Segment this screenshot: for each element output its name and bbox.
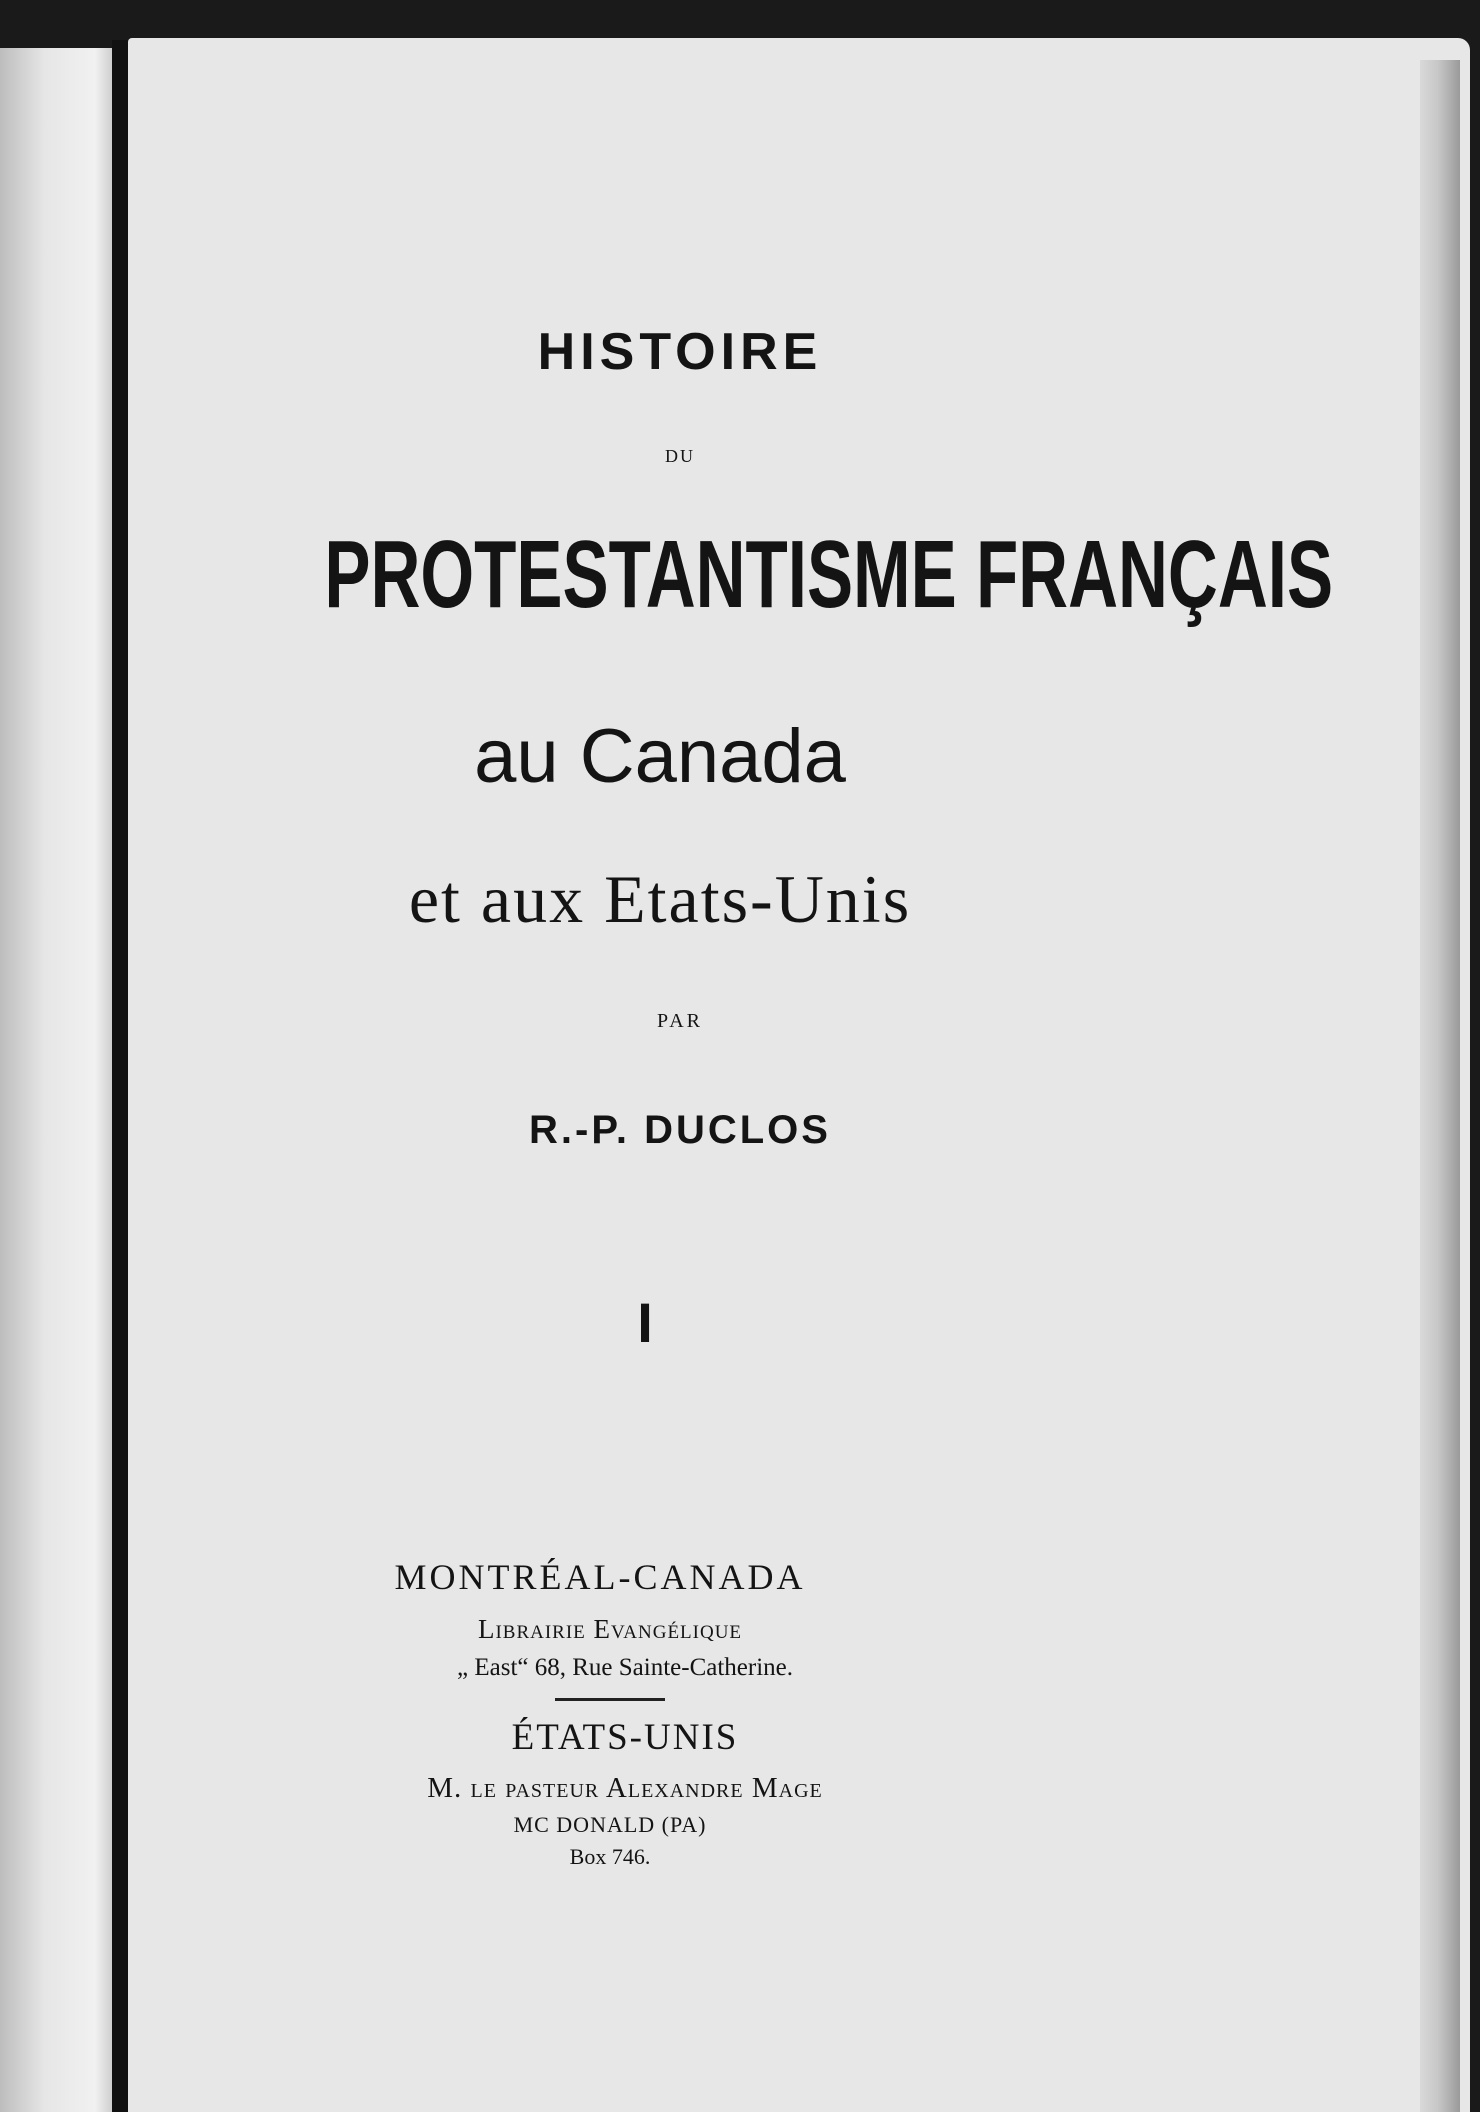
title-du: DU xyxy=(665,446,695,466)
volume-number: I xyxy=(637,1291,653,1354)
book-gutter xyxy=(112,40,128,2112)
imprint-city: MONTRÉAL-CANADA xyxy=(394,1557,806,1597)
imprint-country: ÉTATS-UNIS xyxy=(511,1717,739,1758)
imprint-publisher: Librairie Evangélique xyxy=(477,1614,743,1644)
imprint-box: Box 746. xyxy=(569,1844,651,1869)
imprint-divider xyxy=(555,1698,665,1701)
subtitle-etats-unis: et aux Etats-Unis xyxy=(408,861,912,937)
imprint-address: „ East“ 68, Rue Sainte-Catherine. xyxy=(457,1654,793,1681)
subtitle-au-canada: au Canada xyxy=(474,714,846,799)
facing-page-edge xyxy=(0,48,112,2112)
title-histoire: HISTOIRE xyxy=(537,323,823,381)
page-stack-edge xyxy=(1420,60,1460,2112)
by-label: PAR xyxy=(656,1010,704,1032)
imprint-pastor: M. le pasteur Alexandre Mage xyxy=(427,1772,823,1804)
main-title: PROTESTANTISME FRANÇAIS xyxy=(324,521,1334,628)
imprint-place: MC DONALD (PA) xyxy=(513,1812,707,1837)
author-name: R.-P. DUCLOS xyxy=(529,1108,831,1152)
